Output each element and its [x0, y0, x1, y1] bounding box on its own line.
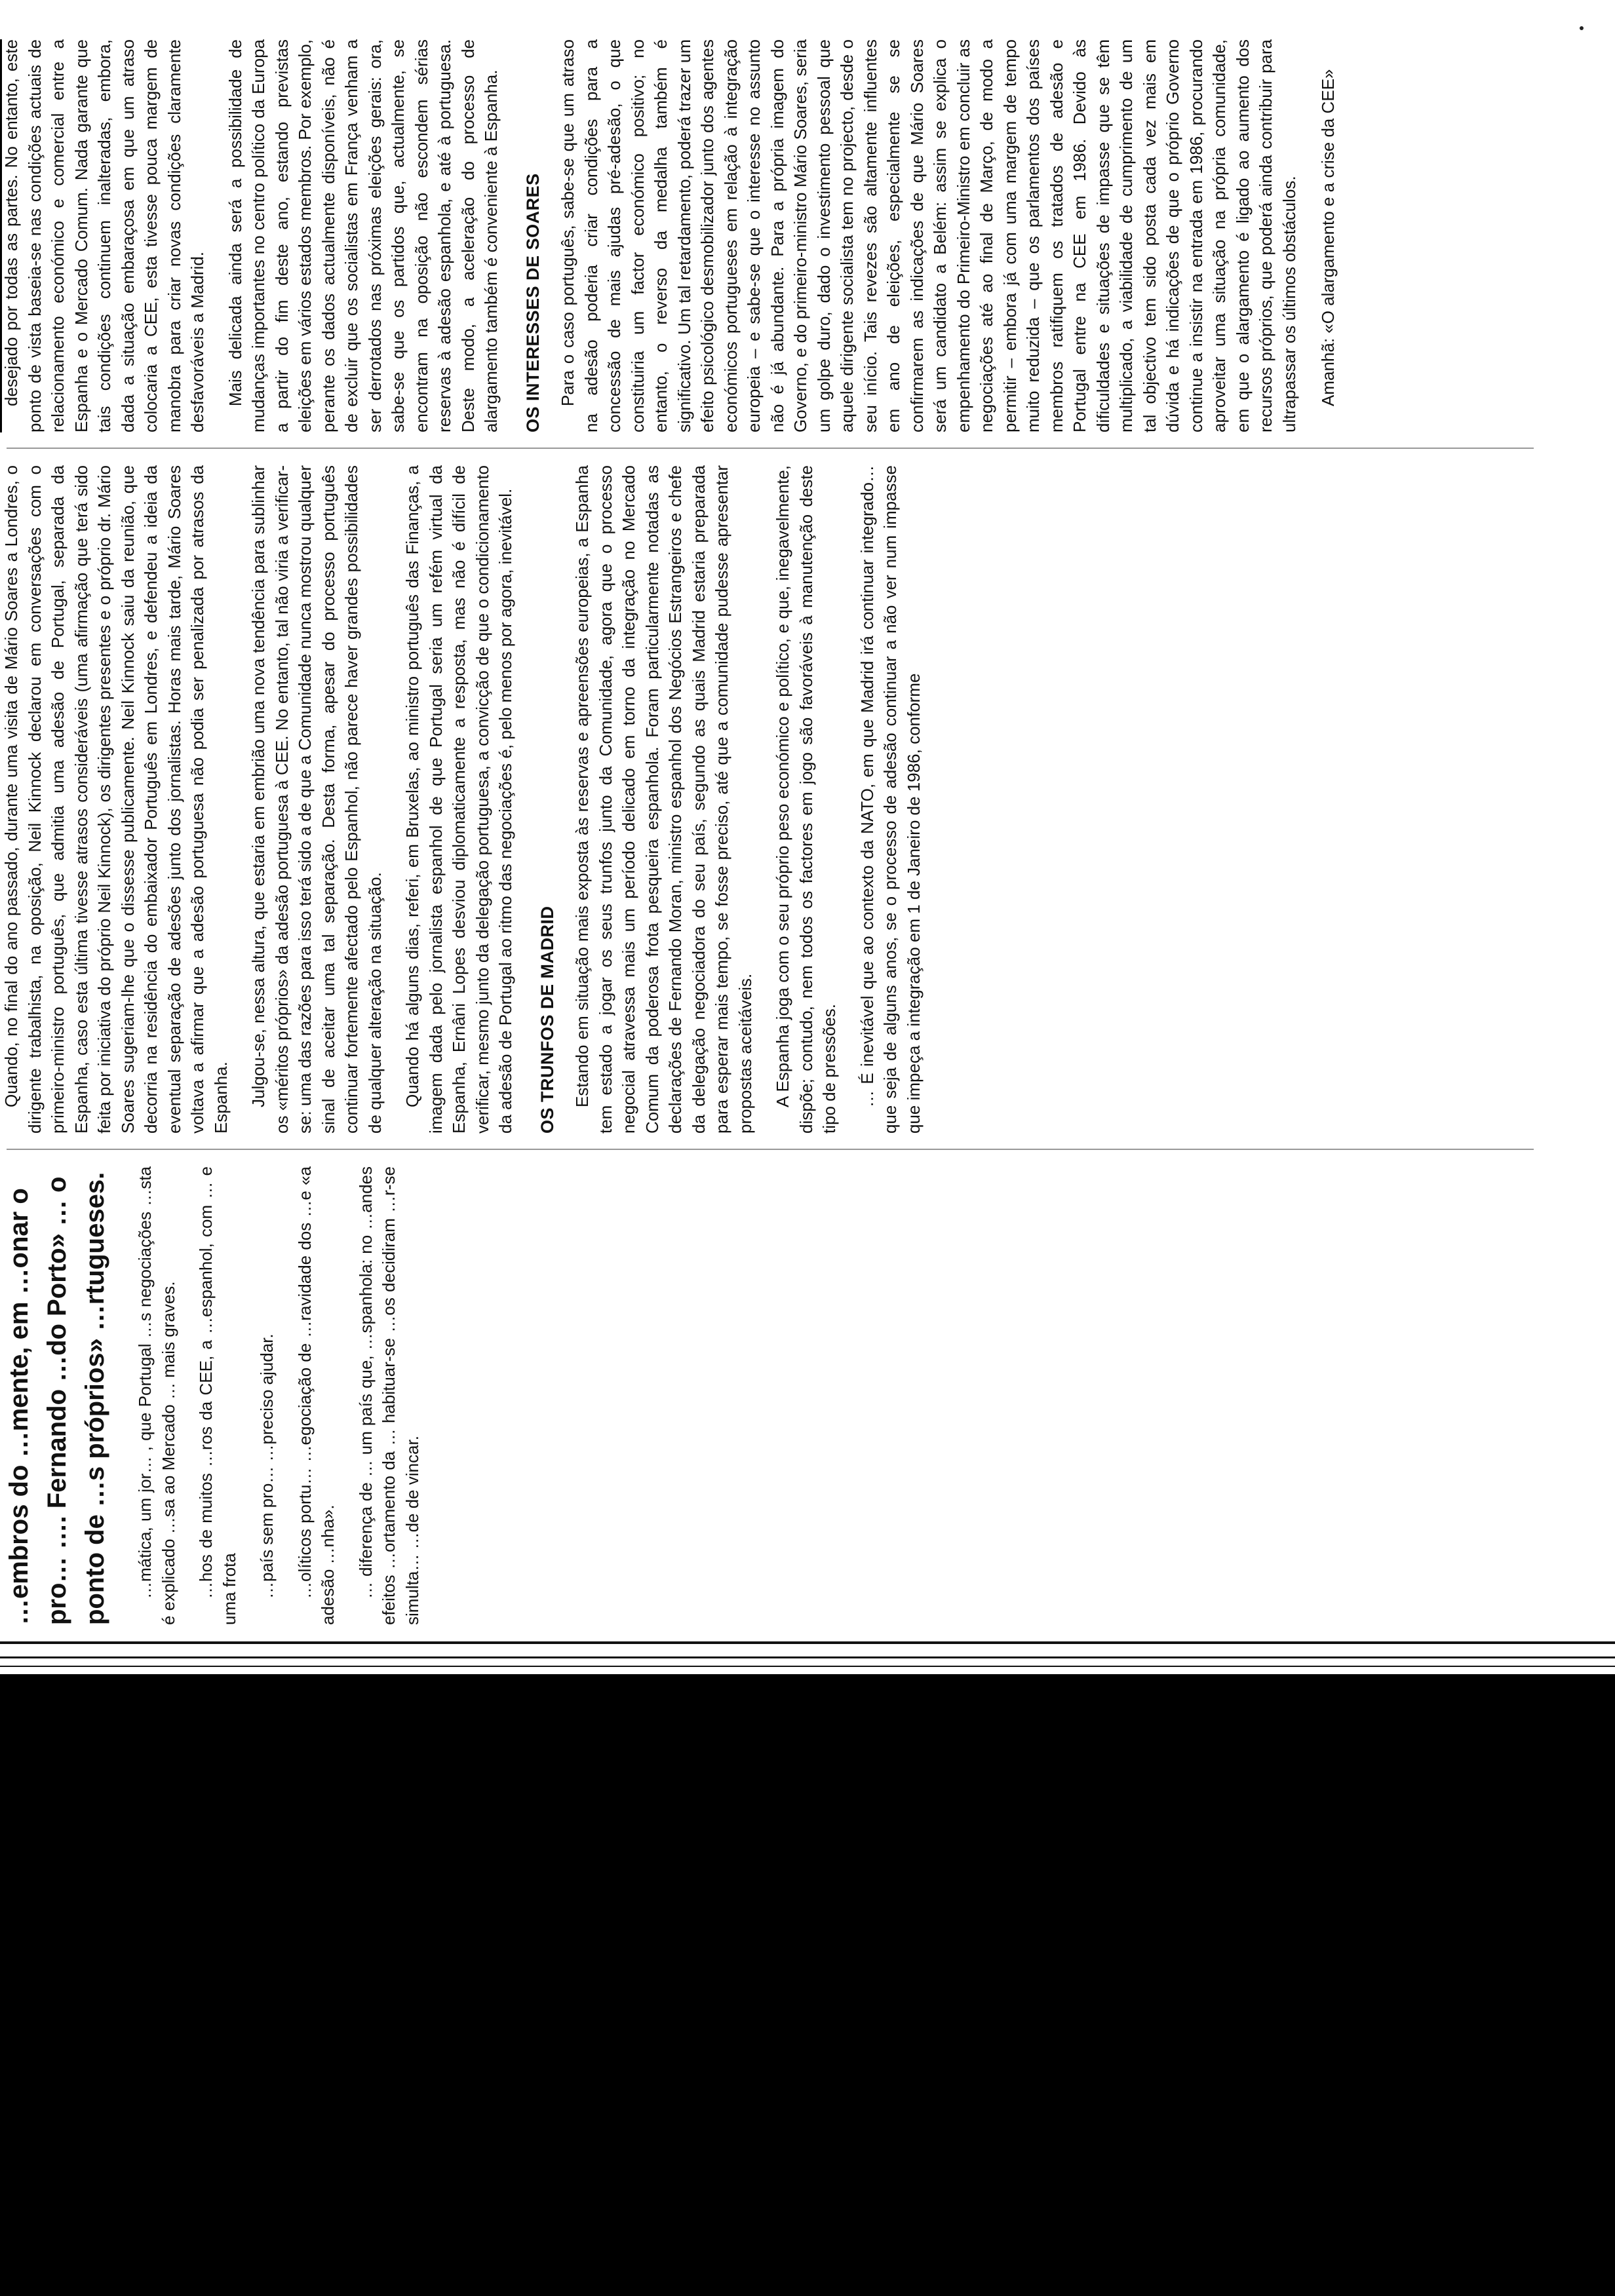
article-column-2: [0, 465, 1599, 1134]
col2-paragraph: Julgou-se, nessa altura, que estaria em embrião uma nova tendência para sublinhar os «méritos próprios» da adesão portuguesa à CEE. No entanto, tal não viria a verificar-se: uma das razões para isso terá sido a de que a Comunidade nunca mostrou qualquer sinal de aceitar uma tal separação. Desta forma, apesar do processo português continuar fortemente afectado pelo Espanhol, não parece haver grandes possibilidades de qualquer alteração na situação.: [248, 465, 385, 1134]
article-column-3: [0, 39, 1599, 432]
col2-paragraph: Quando há alguns dias, referi, em Bruxelas, ao ministro português das Finanças, a imagem dada pelo jornalista espanhol de que Portugal seria um refém virtual da Espanha, Ernâni Lopes desviou diplomaticamente a resposta, mas não é difícil de verificar, mesmo junto da delegação portuguesa, a convicção de que o condicionamento da adesão de Portugal ao ritmo das negociações é, pelo menos por agora, inevitável.: [402, 465, 515, 1134]
col1-paragraph: … diferença de … um país que, …spanhola: no …andes efeitos …ortamento da … habituar-se …os decidiram …r-se simulta… …de de vincar.: [355, 1166, 422, 1625]
col1-paragraph: …olíticos portu… …egociação de …ravidade dos …e «a adesão …nha».: [294, 1166, 338, 1625]
page-edge-rule: [0, 1666, 1615, 1667]
rotated-article-page: [0, 13, 1599, 1632]
page-edge-rule: [0, 1656, 1615, 1658]
col3-paragraph: Para o caso português, sabe-se que um atraso na adesão poderia criar condições para a concessão de mais ajudas pré-adesão, o que constituiria um factor económico positivo; no entanto, o reverso da medalha também é significativo. Um tal retardamento, poderá trazer um efeito psicológico desmobilizador junto dos agentes económicos portugueses em relação à integração europeia – e sabe-se que o interesse no assunto não é já abundante. Para a própria imagem do Governo, e do primeiro-ministro Mário Soares, seria um golpe duro, dado o investimento pessoal que aquele dirigente socialista tem no projecto, desde o seu início. Tais revezes são altamente influentes em ano de eleições, especialmente se se confirmarem as indicações de que Mário Soares será um candidato a Belém: assim se explica o empenhamento do Primeiro-Ministro em concluir as negociações até ao final de Março, de modo a permitir – embora já com uma margem de tempo muito reduzida – que os parlamentos dos países membros ratifiquem os tratados de adesão e Portugal entre na CEE em 1986. Devido às dificuldades e situações de impasse que se têm multiplicado, a viabilidade de cumprimento de um tal objectivo tem sido posta cada vez mais em dúvida e há indicações de que o próprio Governo continue a insistir na entrada em 1986, procurando aproveitar uma situação na própria comunidade, em que o alargamento é ligado ao aumento dos recursos próprios, que poderá ainda contribuir para ultrapassar os últimos obstáculos.: [558, 39, 1299, 432]
section-heading-soares: OS INTERESSES DE SOARES: [522, 173, 543, 432]
col3-paragraph: desejado por todas as partes. No entanto, este ponto de vista baseia-se nas condições actuais de relacionamento económico e comercial entre a Espanha e o Mercado Comum. Nada garante que tais condições continuem inalteradas, embora, dada a situação embaraçosa em que um atraso colocaria a CEE, esta tivesse pouca margem de manobra para criar novas condições claramente desfavoráveis a Madrid.: [1, 39, 207, 432]
col2-paragraph: … É inevitável que ao contexto da NATO, em que Madrid irá continuar integrado… que seja de alguns anos, se o processo de adesão continuar a não ver num impasse que impeça a integração em 1 de Janeiro de 1986, conforme: [857, 465, 924, 1134]
col1-paragraph: …país sem pro… …preciso ajudar.: [257, 1333, 277, 1599]
col2-paragraph: Quando, no final do ano passado, durante uma visita de Mário Soares a Londres, o dirigente trabalhista, na oposição, Neil Kinnock declarou em conversações com o primeiro-ministro português, que admitia uma adesão de Portugal, separada da Espanha, caso esta última tivesse atrasos consideráveis (uma afirmação que terá sido feita por iniciativa do próprio Neil Kinnock), os dirigentes presentes e o próprio dr. Mário Soares sugeriam-lhe que o dissesse publicamente. Neil Kinnock saiu da reunião, que decorria na residência do embaixador Português em Londres, e defendeu a ideia da eventual separação de adesões junto dos jornalistas. Horas mais tarde, Mário Soares voltava a afirmar que a adesão portuguesa não podia ser penalizada por atrasos da Espanha.: [1, 465, 231, 1134]
col2-paragraph: Estando em situação mais exposta às reservas e apreensões europeias, a Espanha tem estado a jogar os seus trunfos junto da Comunidade, agora que o processo negocial atravessa mais um período delicado em torno da integração no Mercado Comum da poderosa frota pesqueira espanhola. Foram particularmente notadas as declarações de Fernando Moran, ministro espanhol dos Negócios Estrangeiros e chefe da delegação negociadora do seu país, segundo as quais Madrid estaria preparada para esperar mais tempo, se fosse preciso, até que a comunidade pudesse apresentar propostas aceitáveis.: [572, 465, 755, 1134]
section-heading-madrid: OS TRUNFOS DE MADRID: [537, 906, 557, 1134]
col1-paragraph: …hos de muitos …ros da CEE, a …espanhol, com … e uma frota: [196, 1166, 239, 1625]
scan-speck: [1580, 26, 1584, 30]
col2-paragraph: A Espanha joga com o seu próprio peso económico e político, e que, inegavelmente, dispõe; contudo, nem todos os factores em jogo são favoráveis à manutenção deste tipo de pressões.: [773, 465, 839, 1134]
col3-paragraph: Mais delicada ainda será a possibilidade de mudanças importantes no centro político da Europa a partir do fim deste ano, estando previstas eleições em vários estados membros. Por exemplo, perante os dados actualmente disponíveis, não é de excluir que os socialistas em França venham a ser derrotados nas próximas eleições gerais: ora, sabe-se que os partidos que, actualmente, se encontram na oposição não escondem sérias reservas à adesão espanhola, e até à portuguesa. Deste modo, a aceleração do processo de alargamento também é conveniente à Espanha.: [225, 39, 501, 432]
next-article-teaser: Amanhã: «O alargamento e a crise da CEE»: [1318, 69, 1338, 406]
col1-paragraph: …mática, um jor… , que Portugal …s negociações …sta é explicado …sa ao Mercado … mais graves.: [135, 1166, 178, 1625]
lead-fragment: …embros do …mente, em …onar o pro… …. Fernando …do Porto» … o ponto de …s próprios» …rtugueses.: [5, 1172, 109, 1625]
article-column-1: [0, 1166, 1599, 1625]
scan-background-black: [0, 1674, 1615, 2296]
page-edge-rule: [0, 1641, 1615, 1644]
column-separator: [7, 448, 1534, 449]
column-separator: [7, 1149, 1534, 1150]
